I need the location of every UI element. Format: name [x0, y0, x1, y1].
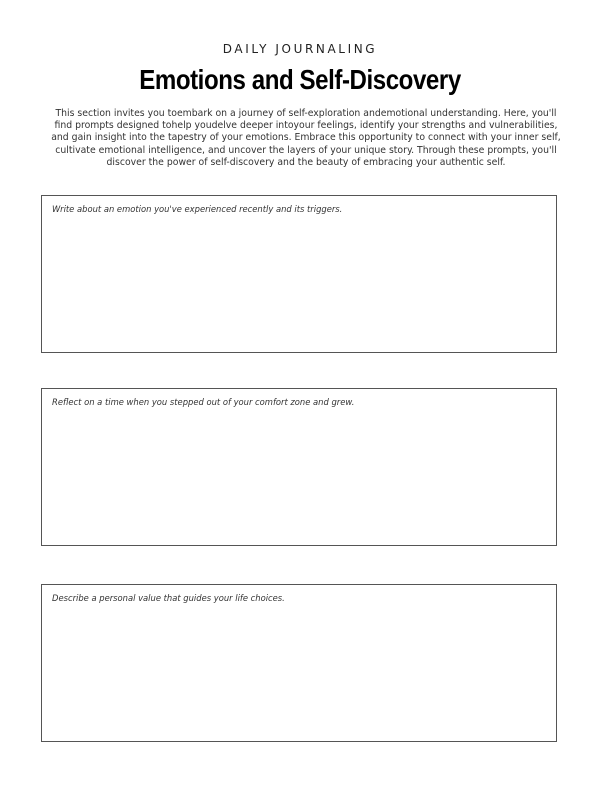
prompt-text-1: Write about an emotion you've experienced recently and its triggers.	[52, 204, 343, 214]
prompt-text-3: Describe a personal value that guides your life choices.	[52, 593, 285, 603]
page-title: Emotions and Self-Discovery	[139, 64, 461, 95]
prompt-box-2	[41, 388, 557, 546]
page-eyebrow: DAILY JOURNALING	[222, 42, 378, 56]
intro-paragraph: This section invites you toembark on a journey of self-exploration andemotional understanding. Here, you'll find prompts designed tohelp youdelve deeper intoyour feelings, identify your strengths and vulnerabilities, and gain insight into the tapestry of your emotions. Embrace this opportunity to connect with your inner self, cultivate emotional intelligence, and uncover the layers of your unique story. Through these prompts, you'll discover the power of self-discovery and the beauty of embracing your authentic self.	[51, 108, 561, 168]
writing-area-1[interactable]	[50, 218, 548, 344]
prompt-box-1	[41, 195, 557, 353]
writing-area-2[interactable]	[50, 411, 548, 537]
prompt-text-2: Reflect on a time when you stepped out of your comfort zone and grew.	[52, 397, 355, 407]
writing-area-3[interactable]	[50, 607, 548, 733]
prompt-box-3	[41, 584, 557, 742]
